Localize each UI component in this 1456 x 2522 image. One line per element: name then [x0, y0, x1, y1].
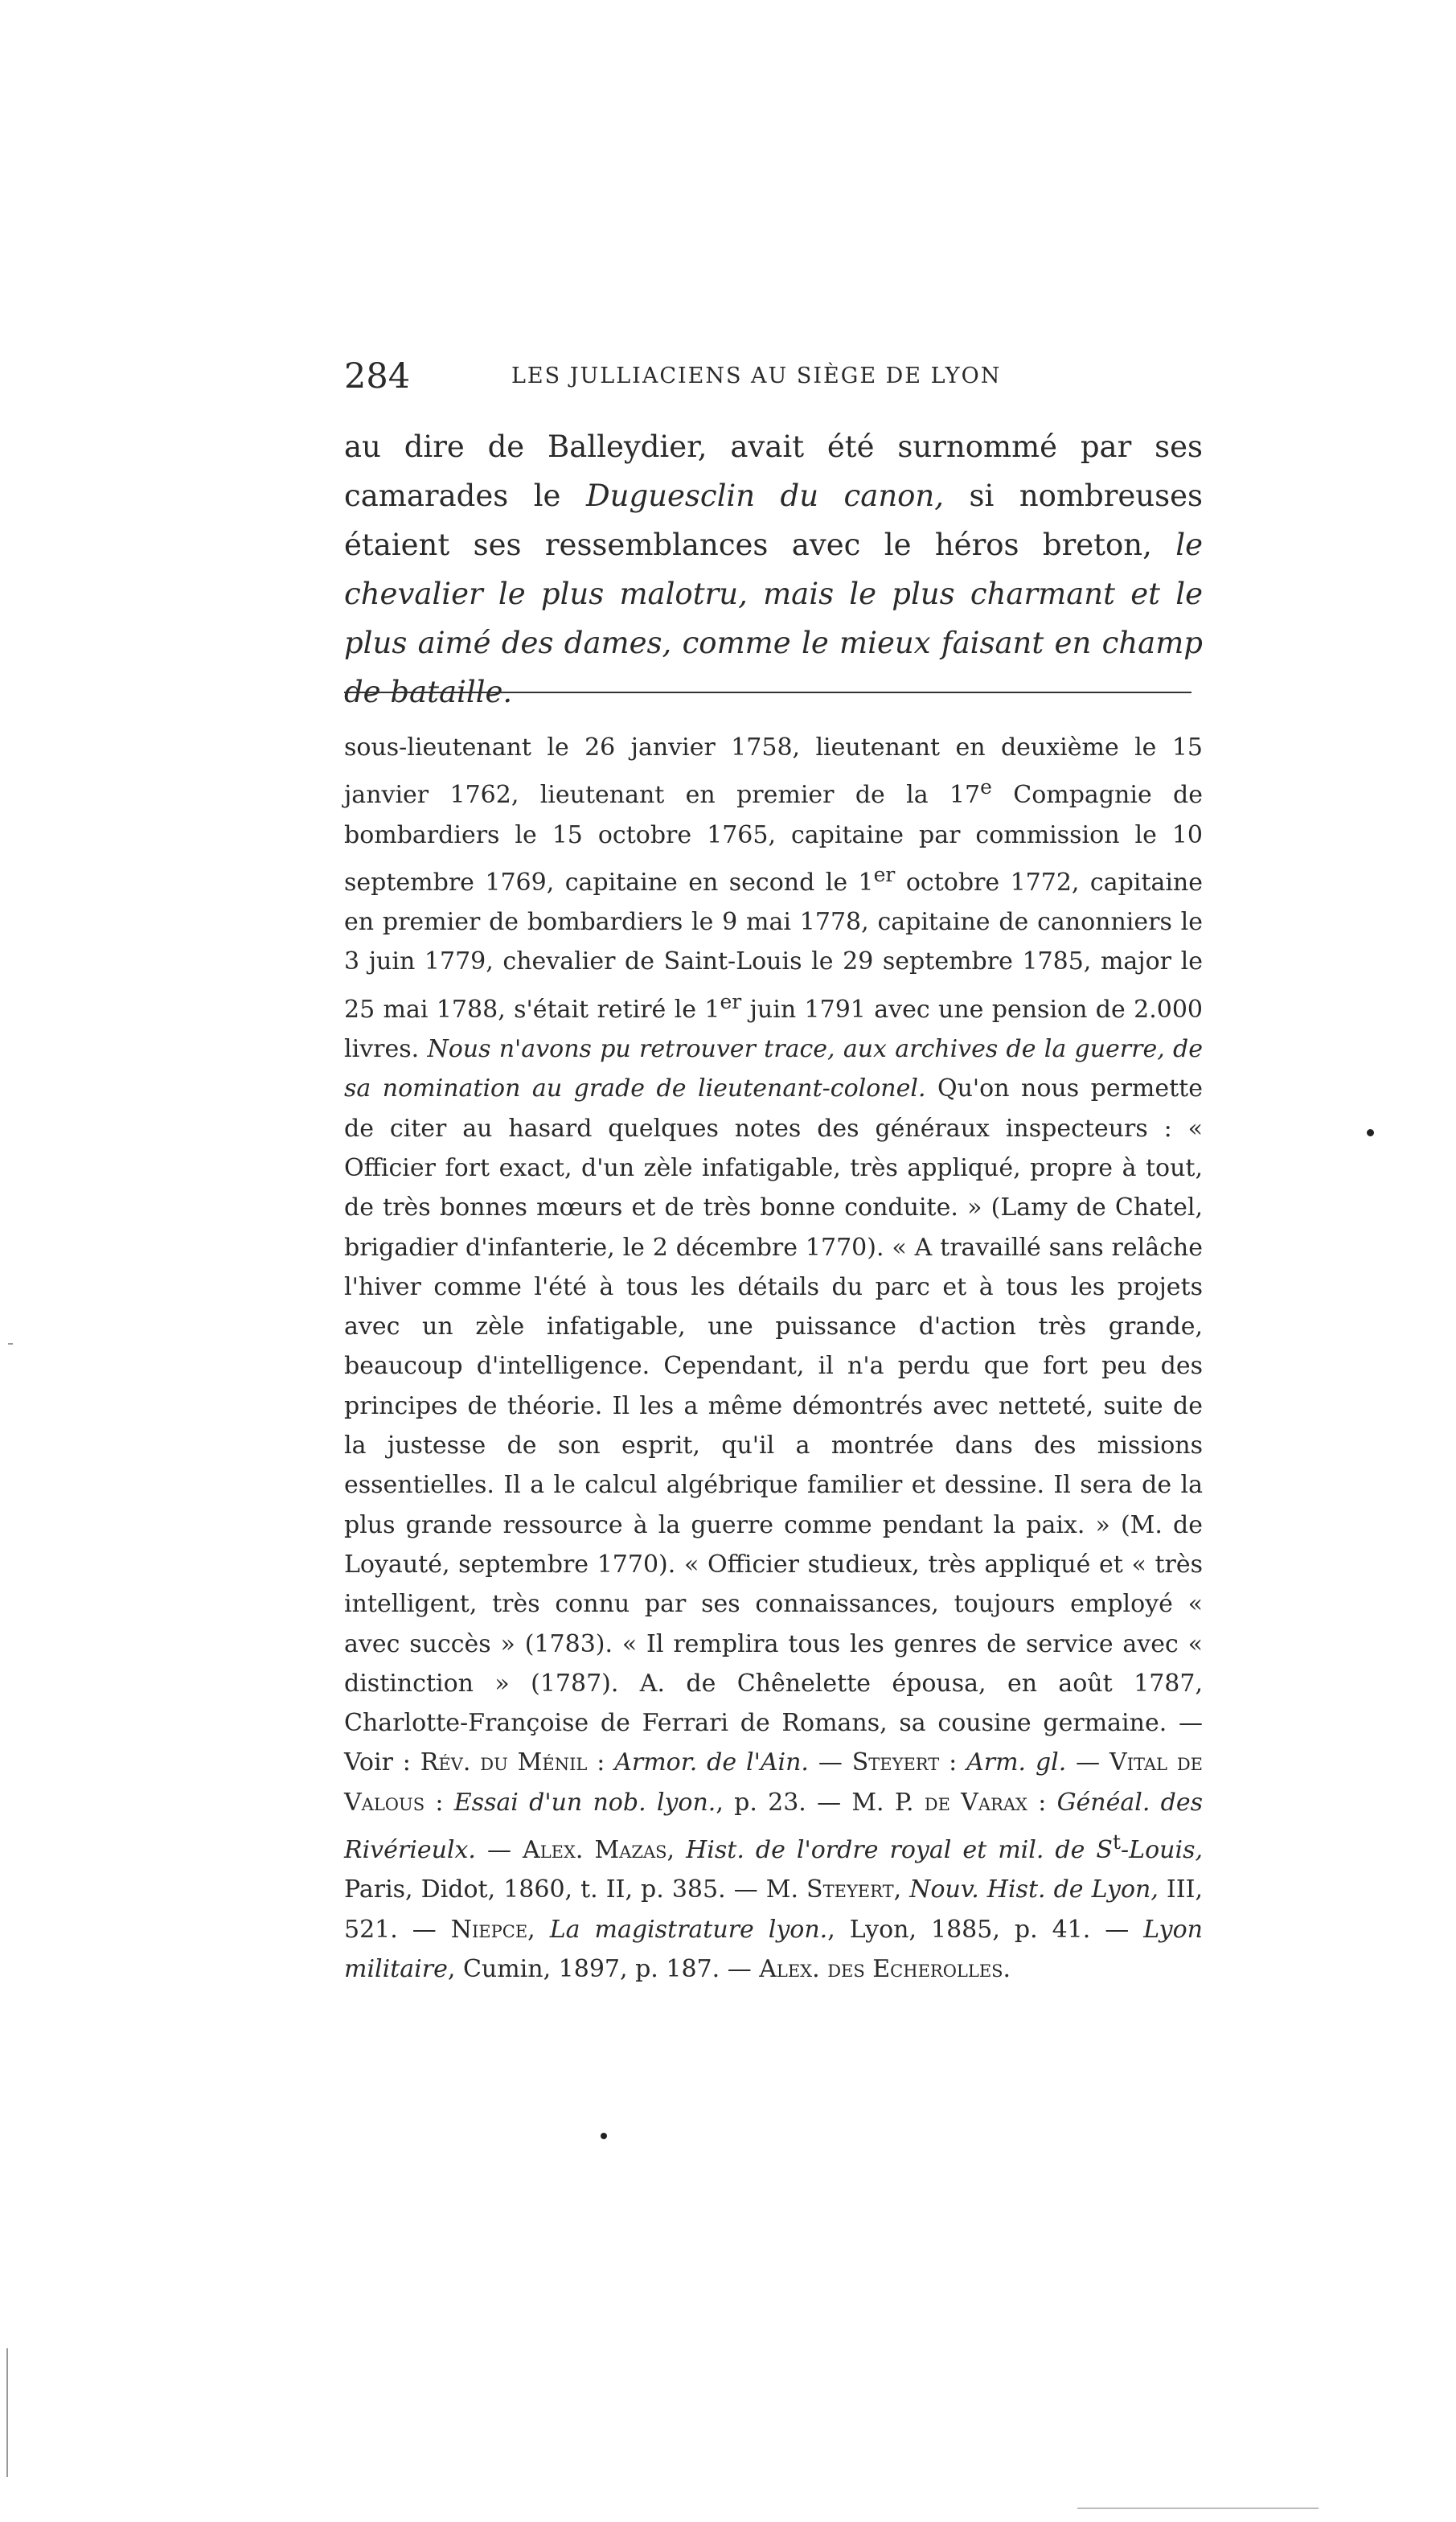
page-number: 284: [344, 356, 411, 396]
scan-edge-mark: [6, 2348, 8, 2477]
running-title: LES JULLIACIENS AU SIÈGE DE LYON: [511, 364, 1002, 388]
footnote-paragraph: sous-lieutenant le 26 janvier 1758, lieutenant en deuxième le 15 janvier 1762, lieutenant en premier de la 17e Compagnie de bombardiers le 15 octobre 1765, capitaine par commission le 10 septembre 1769, capitaine en second le 1er octobre 1772, capitaine en premier de bombardiers le 9 mai 1778, capitaine de canonniers le 3 juin 1779, chevalier de Saint-Louis le 29 septembre 1785, major le 25 mai 1788, s'était retiré le 1er juin 1791 avec une pension de 2.000 livres. Nous n'avons pu retrouver trace, aux archives de la guerre, de sa nomination au grade de lieutenant-colonel. Qu'on nous permette de citer au hasard quelques notes des généraux inspecteurs : « Officier fort exact, d'un zèle infatigable, très appliqué, propre à tout, de très bonnes mœurs et de très bonne conduite. » (Lamy de Chatel, brigadier d'infanterie, le 2 décembre 1770). « A travaillé sans relâche l'hiver comme l'été à tous les détails du parc et à tous les projets avec un zèle infatigable, une puissance d'action très grande, beaucoup d'intelligence. Cependant, il n'a perdu que fort peu des principes de théorie. Il les a même démontrés avec netteté, suite de la justesse de son esprit, qu'il a montrée dans des missions essentielles. Il a le calcul algébrique familier et dessine. Il sera de la plus grande ressource à la guerre comme pendant la paix. » (M. de Loyauté, septembre 1770). « Officier studieux, très appliqué et « très intelligent, très connu par ses connaissances, toujours employé « avec succès » (1783). « Il remplira tous les genres de service avec « distinction » (1787). A. de Chênelette épousa, en août 1787, Charlotte-Françoise de Ferrari de Romans, sa cousine germaine. — Voir : Rév. du Ménil : Armor. de l'Ain. — Steyert : Arm. gl. — Vital de Valous : Essai d'un nob. lyon., p. 23. — M. P. de Varax : Généal. des Rivérieulx. — Alex. Mazas, Hist. de l'ordre royal et mil. de $S^t$-Louis, Paris, Didot, 1860, t. II, p. 385. — M. Steyert, Nouv. Hist. de Lyon, III, 521. — Niepce, La magistrature lyon., Lyon, 1885, p. 41. — Lyon militaire, Cumin, 1897, p. 187. — Alex. des Echerolles.: [344, 733, 1204, 1983]
scan-edge-mark: [8, 1343, 13, 1345]
ink-speck: [601, 2133, 607, 2139]
scan-edge-mark: [1077, 2508, 1319, 2509]
footnote: [344, 728, 1203, 1989]
running-header: [344, 352, 1203, 400]
italic-quote: le chevalier le plus malotru, mais le plus charmant et le plus aimé des dames, comme le mieux faisant en champ de bataille.: [344, 528, 1203, 709]
main-paragraph: au dire de Balleydier, avait été surnommé par ses camarades le Duguesclin du canon, si nombreuses étaient ses ressemblances avec le héros breton, le chevalier le plus malotru, mais le plus charmant et le plus aimé des dames, comme le mieux faisant en champ de bataille.: [344, 429, 1203, 709]
italic-phrase: Duguesclin du canon,: [585, 479, 945, 513]
main-text: [344, 422, 1203, 717]
footnote-separator: [344, 692, 1191, 693]
ink-speck: [1367, 1129, 1374, 1136]
